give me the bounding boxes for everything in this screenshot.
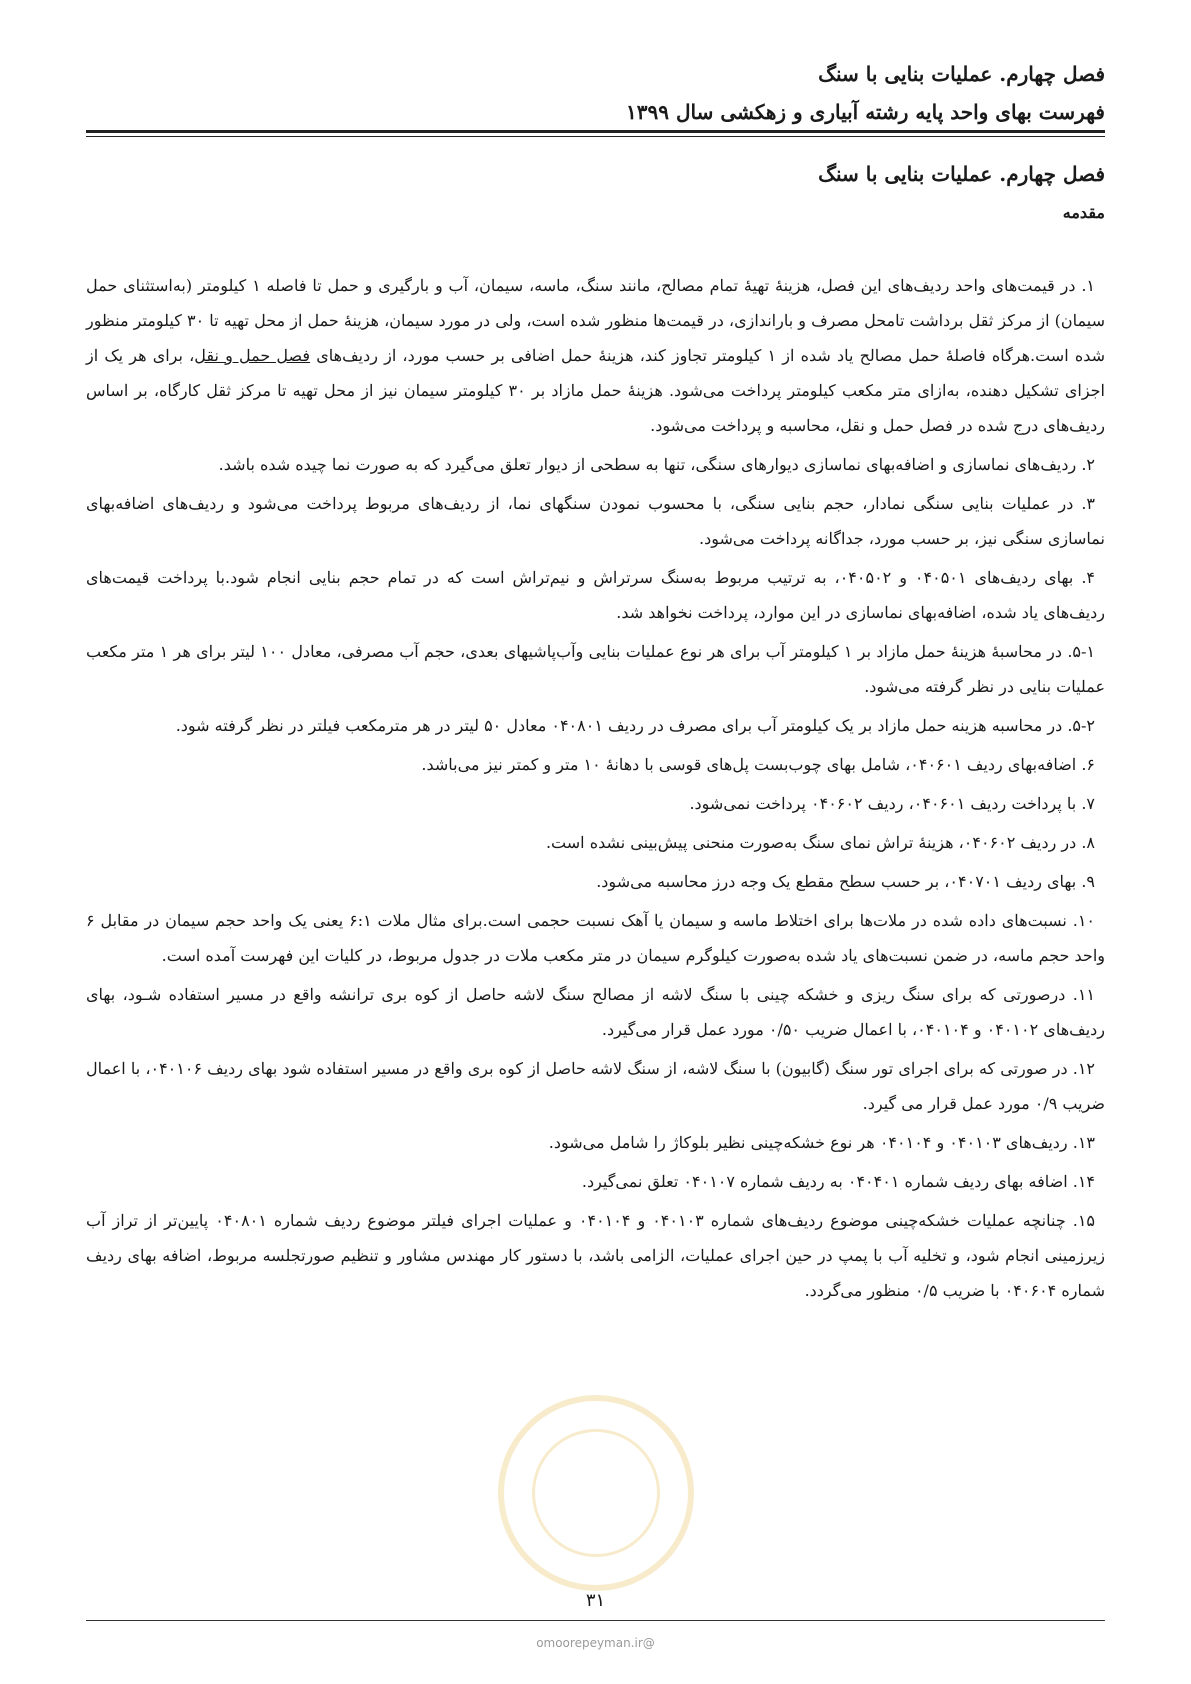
paragraph-1-part-b: ، برای هر یک از اجزای تشکیل دهنده، به‌ازای متر مکعب کیلومتر پرداخت می‌شود. هزینهٔ حمل مازاد بر ۳۰ کیلومتر سیمان نیز از محل تهیه تا مرکز ثقل کارگاه، بر اساس ردیف‌های درج شده در فصل حمل و نقل، محاسبه و پرداخت می‌شود. bbox=[86, 346, 1105, 435]
watermark-inner-ring bbox=[532, 1429, 660, 1557]
paragraph-12: ۱۲. در صورتی که برای اجرای تور سنگ (گابیون) با سنگ لاشه، از سنگ لاشه حاصل از کوه بری واقع در مسیر استفاده شود بهای ردیف ۰۴۰۱۰۶، با اعمال ضریب ۰/۹ مورد عمل قرار می گیرد. bbox=[86, 1059, 1105, 1113]
paragraph-9: ۹. بهای ردیف ۰۴۰۷۰۱، بر حسب سطح مقطع یک وجه درز محاسبه می‌شود. bbox=[596, 872, 1095, 891]
watermark-seal-icon bbox=[498, 1395, 694, 1591]
header-rule-thin bbox=[86, 136, 1105, 137]
paragraph-11: ۱۱. درصورتی که برای سنگ ریزی و خشکه چینی با سنگ لاشه از مصالح سنگ لاشه حاصل از کوه بری ترانشه واقع در مسیر استفاده شـود، بهای ردیف‌های ۰۴۰۱۰۲ و ۰۴۰۱۰۴، با اعمال ضریب ۰/۵۰ مورد عمل قرار می‌گیرد. bbox=[86, 985, 1105, 1039]
paragraph-1-part-a: ۱. در قیمت‌های واحد ردیف‌های این فصل، هزینهٔ تهیهٔ تمام مصالح، مانند سنگ، ماسه، سیمان، آب و بارگیری و حمل تا فاصله ۱ کیلومتر (به‌استثنای حمل سیمان) از مرکز ثقل برداشت تامحل مصرف و باراندازی، در قیمت‌ها منظور شده است، ولی در مورد سیمان، هزینهٔ حمل از محل تهیه تا ۳۰ کیلومتر منظور شده است.هرگاه فاصلهٔ حمل مصالح یاد شده از ۱ کیلومتر تجاوز کند، هزینهٔ حمل اضافی بر حسب مورد، از ردیف‌های bbox=[86, 276, 1106, 365]
intro-heading: مقدمه bbox=[1062, 203, 1105, 222]
paragraph-2: ۲. ردیف‌های نماسازی و اضافه‌بهای نماسازی دیوارهای سنگی، تنها به سطحی از دیوار تعلق می‌گیرد که به صورت نما چیده شده باشد. bbox=[218, 455, 1095, 474]
paragraph-8: ۸. در ردیف ۰۴۰۶۰۲، هزینهٔ تراش نمای سنگ به‌صورت منحنی پیش‌بینی نشده است. bbox=[545, 833, 1095, 852]
paragraph-1 bbox=[86, 268, 1105, 443]
header-document-title: فهرست بهای واحد پایه رشته آبیاری و زهکشی سال ۱۳۹۹ bbox=[626, 100, 1105, 124]
paragraph-4: ۴. بهای ردیف‌های ۰۴۰۵۰۱ و ۰۴۰۵۰۲، به ترتیب مربوط به‌سنگ سرتراش و نیم‌تراش است که در تمام حجم بنایی انجام شود.با پرداخت قیمت‌های ردیف‌های یاد شده، اضافه‌بهای نماسازی در این موارد، پرداخت نخواهد شد. bbox=[86, 568, 1105, 622]
paragraph-6: ۶. اضافه‌بهای ردیف ۰۴۰۶۰۱، شامل بهای چوب‌بست پل‌های قوسی با دهانهٔ ۱۰ متر و کمتر نیز می‌باشد. bbox=[421, 755, 1095, 774]
paragraph-14: ۱۴. اضافه بهای ردیف شماره ۰۴۰۴۰۱ به ردیف شماره ۰۴۰۱۰۷ تعلق نمی‌گیرد. bbox=[581, 1172, 1095, 1191]
paragraph-7: ۷. با پرداخت ردیف ۰۴۰۶۰۱، ردیف ۰۴۰۶۰۲ پرداخت نمی‌شود. bbox=[689, 794, 1095, 813]
chapter-title: فصل چهارم. عملیات بنایی با سنگ bbox=[818, 162, 1105, 186]
paragraph-10: ۱۰. نسبت‌های داده شده در ملات‌ها برای اختلاط ماسه و سیمان یا آهک نسبت حجمی است.برای مثال ملات ۶:۱ یعنی یک واحد حجم سیمان در مقابل ۶ واحد حجم ماسه، در ضمن نسبت‌های یاد شده به‌صورت کیلوگرم سیمان در متر مکعب ملات در جدول مربوط، در کلیات این فهرست آمده است. bbox=[86, 911, 1105, 965]
paragraph-15: ۱۵. چنانچه عملیات خشکه‌چینی موضوع ردیف‌های شماره ۰۴۰۱۰۳ و ۰۴۰۱۰۴ و عملیات اجرای فیلتر موضوع ردیف شماره ۰۴۰۸۰۱ پایین‌تر از تراز آب زیرزمینی انجام شود، و تخلیه آب با پمپ در حین اجرای عملیات، الزامی باشد، با دستور کار مهندس مشاور و تنظیم صورتجلسه مربوط، اضافه بهای ردیف شماره ۰۴۰۶۰۴ با ضریب ۰/۵ منظور می‌گردد. bbox=[86, 1211, 1105, 1300]
page-header bbox=[86, 55, 1105, 131]
paragraph-3: ۳. در عملیات بنایی سنگی نمادار، حجم بنایی سنگی، با محسوب نمودن سنگهای نما، از ردیف‌های مربوط پرداخت می‌شود و ردیف‌های اضافه‌بهای نماسازی سنگی نیز، بر حسب مورد، جداگانه پرداخت می‌شود. bbox=[86, 494, 1105, 548]
header-chapter-title: فصل چهارم. عملیات بنایی با سنگ bbox=[818, 62, 1105, 86]
footer-rule bbox=[86, 1620, 1105, 1621]
paragraph-5-1: ۵-۱. در محاسبهٔ هزینهٔ حمل مازاد بر ۱ کیلومتر آب برای هر نوع عملیات بنایی وآب‌پاشیهای بعدی، حجم آب مصرفی، معادل ۱۰۰ لیتر برای هر ۱ متر مکعب عملیات بنایی در نظر گرفته می‌شود. bbox=[86, 642, 1105, 696]
header-rule-thick bbox=[86, 130, 1105, 133]
document-body bbox=[86, 268, 1105, 1312]
paragraph-13: ۱۳. ردیف‌های ۰۴۰۱۰۳ و ۰۴۰۱۰۴ هر نوع خشکه‌چینی نظیر بلوکاژ را شامل می‌شود. bbox=[548, 1133, 1095, 1152]
transport-chapter-link[interactable]: فصل حمل و نقل bbox=[194, 346, 311, 365]
page-number: ۳۱ bbox=[585, 1590, 606, 1611]
footer-website[interactable]: @omoorepeyman.ir bbox=[536, 1636, 655, 1650]
paragraph-5-2: ۵-۲. در محاسبه هزینه حمل مازاد بر یک کیلومتر آب برای مصرف در ردیف ۰۴۰۸۰۱ معادل ۵۰ لیتر در هر مترمکعب فیلتر در نظر گرفته شود. bbox=[175, 716, 1095, 735]
